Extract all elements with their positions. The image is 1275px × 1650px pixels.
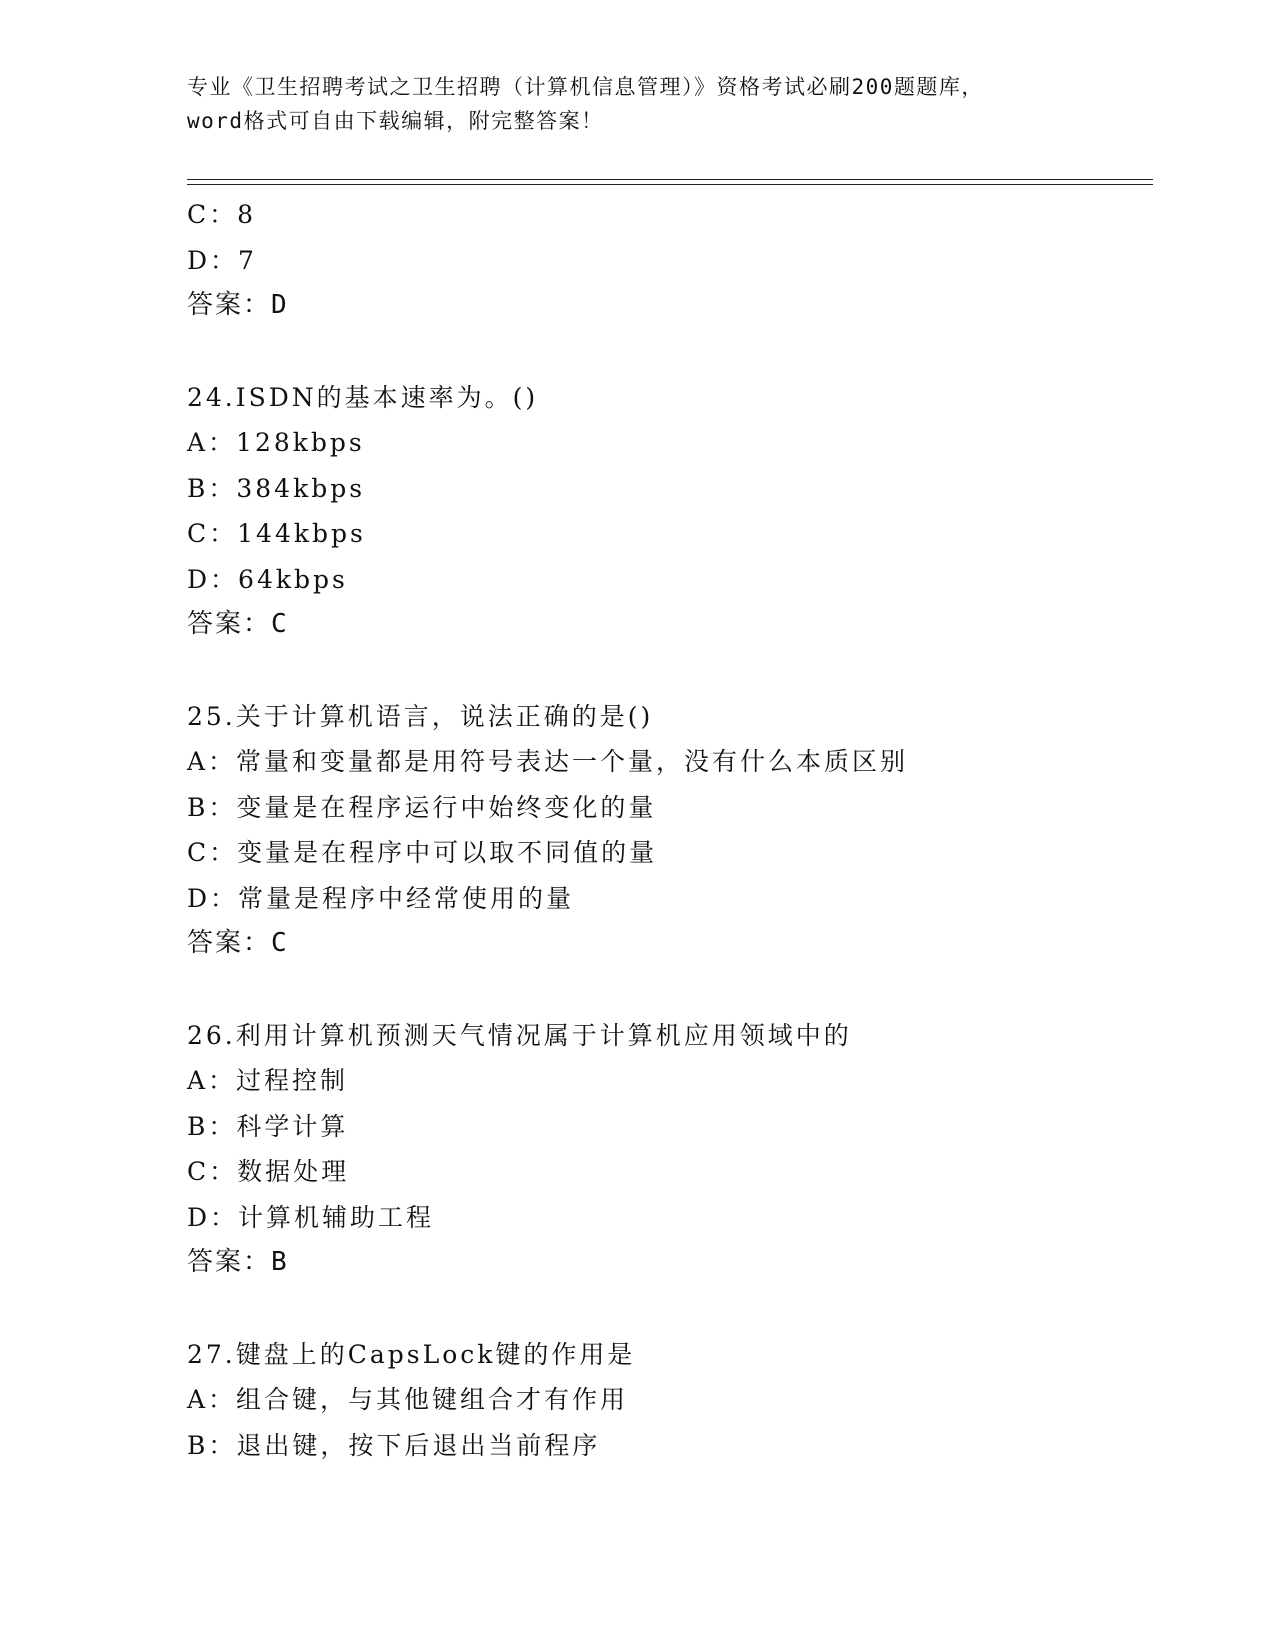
header-divider-bottom [187, 184, 1153, 185]
answer: 答案：C [187, 928, 289, 958]
spacer [187, 648, 1147, 694]
question-stem: 26.利用计算机预测天气情况属于计算机应用领域中的 [187, 1020, 852, 1050]
option-c: C：数据处理 [187, 1157, 350, 1186]
option-c: C：8 [187, 200, 257, 229]
option-b: B：科学计算 [187, 1111, 349, 1141]
question-list [187, 192, 1147, 1468]
option-d: D：计算机辅助工程 [187, 1202, 435, 1232]
spacer [187, 329, 1147, 375]
question-26 [187, 1013, 1147, 1286]
option-d: D：常量是程序中经常使用的量 [187, 883, 575, 913]
answer: 答案：B [187, 1247, 289, 1277]
answer: 答案：C [187, 609, 289, 639]
option-a: A：过程控制 [187, 1066, 349, 1095]
question-25 [187, 694, 1147, 967]
header-divider-top [187, 179, 1153, 180]
option-b: B：384kbps [187, 473, 366, 503]
option-b: B：退出键，按下后退出当前程序 [187, 1430, 601, 1460]
option-a: A：组合键，与其他键组合才有作用 [187, 1385, 629, 1414]
question-23-continuation [187, 192, 1147, 329]
spacer [187, 1286, 1147, 1332]
option-a: A：常量和变量都是用符号表达一个量，没有什么本质区别 [187, 747, 909, 776]
option-d: D：64kbps [187, 564, 348, 594]
option-b: B：变量是在程序运行中始终变化的量 [187, 792, 657, 822]
header-title-line-1: 专业《卫生招聘考试之卫生招聘（计算机信息管理）》资格考试必刷200题题库， [187, 75, 984, 99]
question-stem: 25.关于计算机语言，说法正确的是() [187, 701, 654, 731]
option-a: A：128kbps [187, 428, 365, 457]
question-stem: 24.ISDN的基本速率为。() [187, 382, 539, 412]
spacer [187, 967, 1147, 1013]
question-27 [187, 1332, 1147, 1469]
option-d: D：7 [187, 245, 257, 275]
header-title-line-2: word格式可自由下载编辑，附完整答案！ [187, 109, 604, 133]
answer: 答案：D [187, 290, 289, 320]
page-header [187, 70, 1087, 138]
option-c: C：变量是在程序中可以取不同值的量 [187, 838, 658, 867]
option-c: C：144kbps [187, 519, 366, 548]
question-stem: 27.键盘上的CapsLock键的作用是 [187, 1339, 636, 1369]
question-24 [187, 375, 1147, 648]
